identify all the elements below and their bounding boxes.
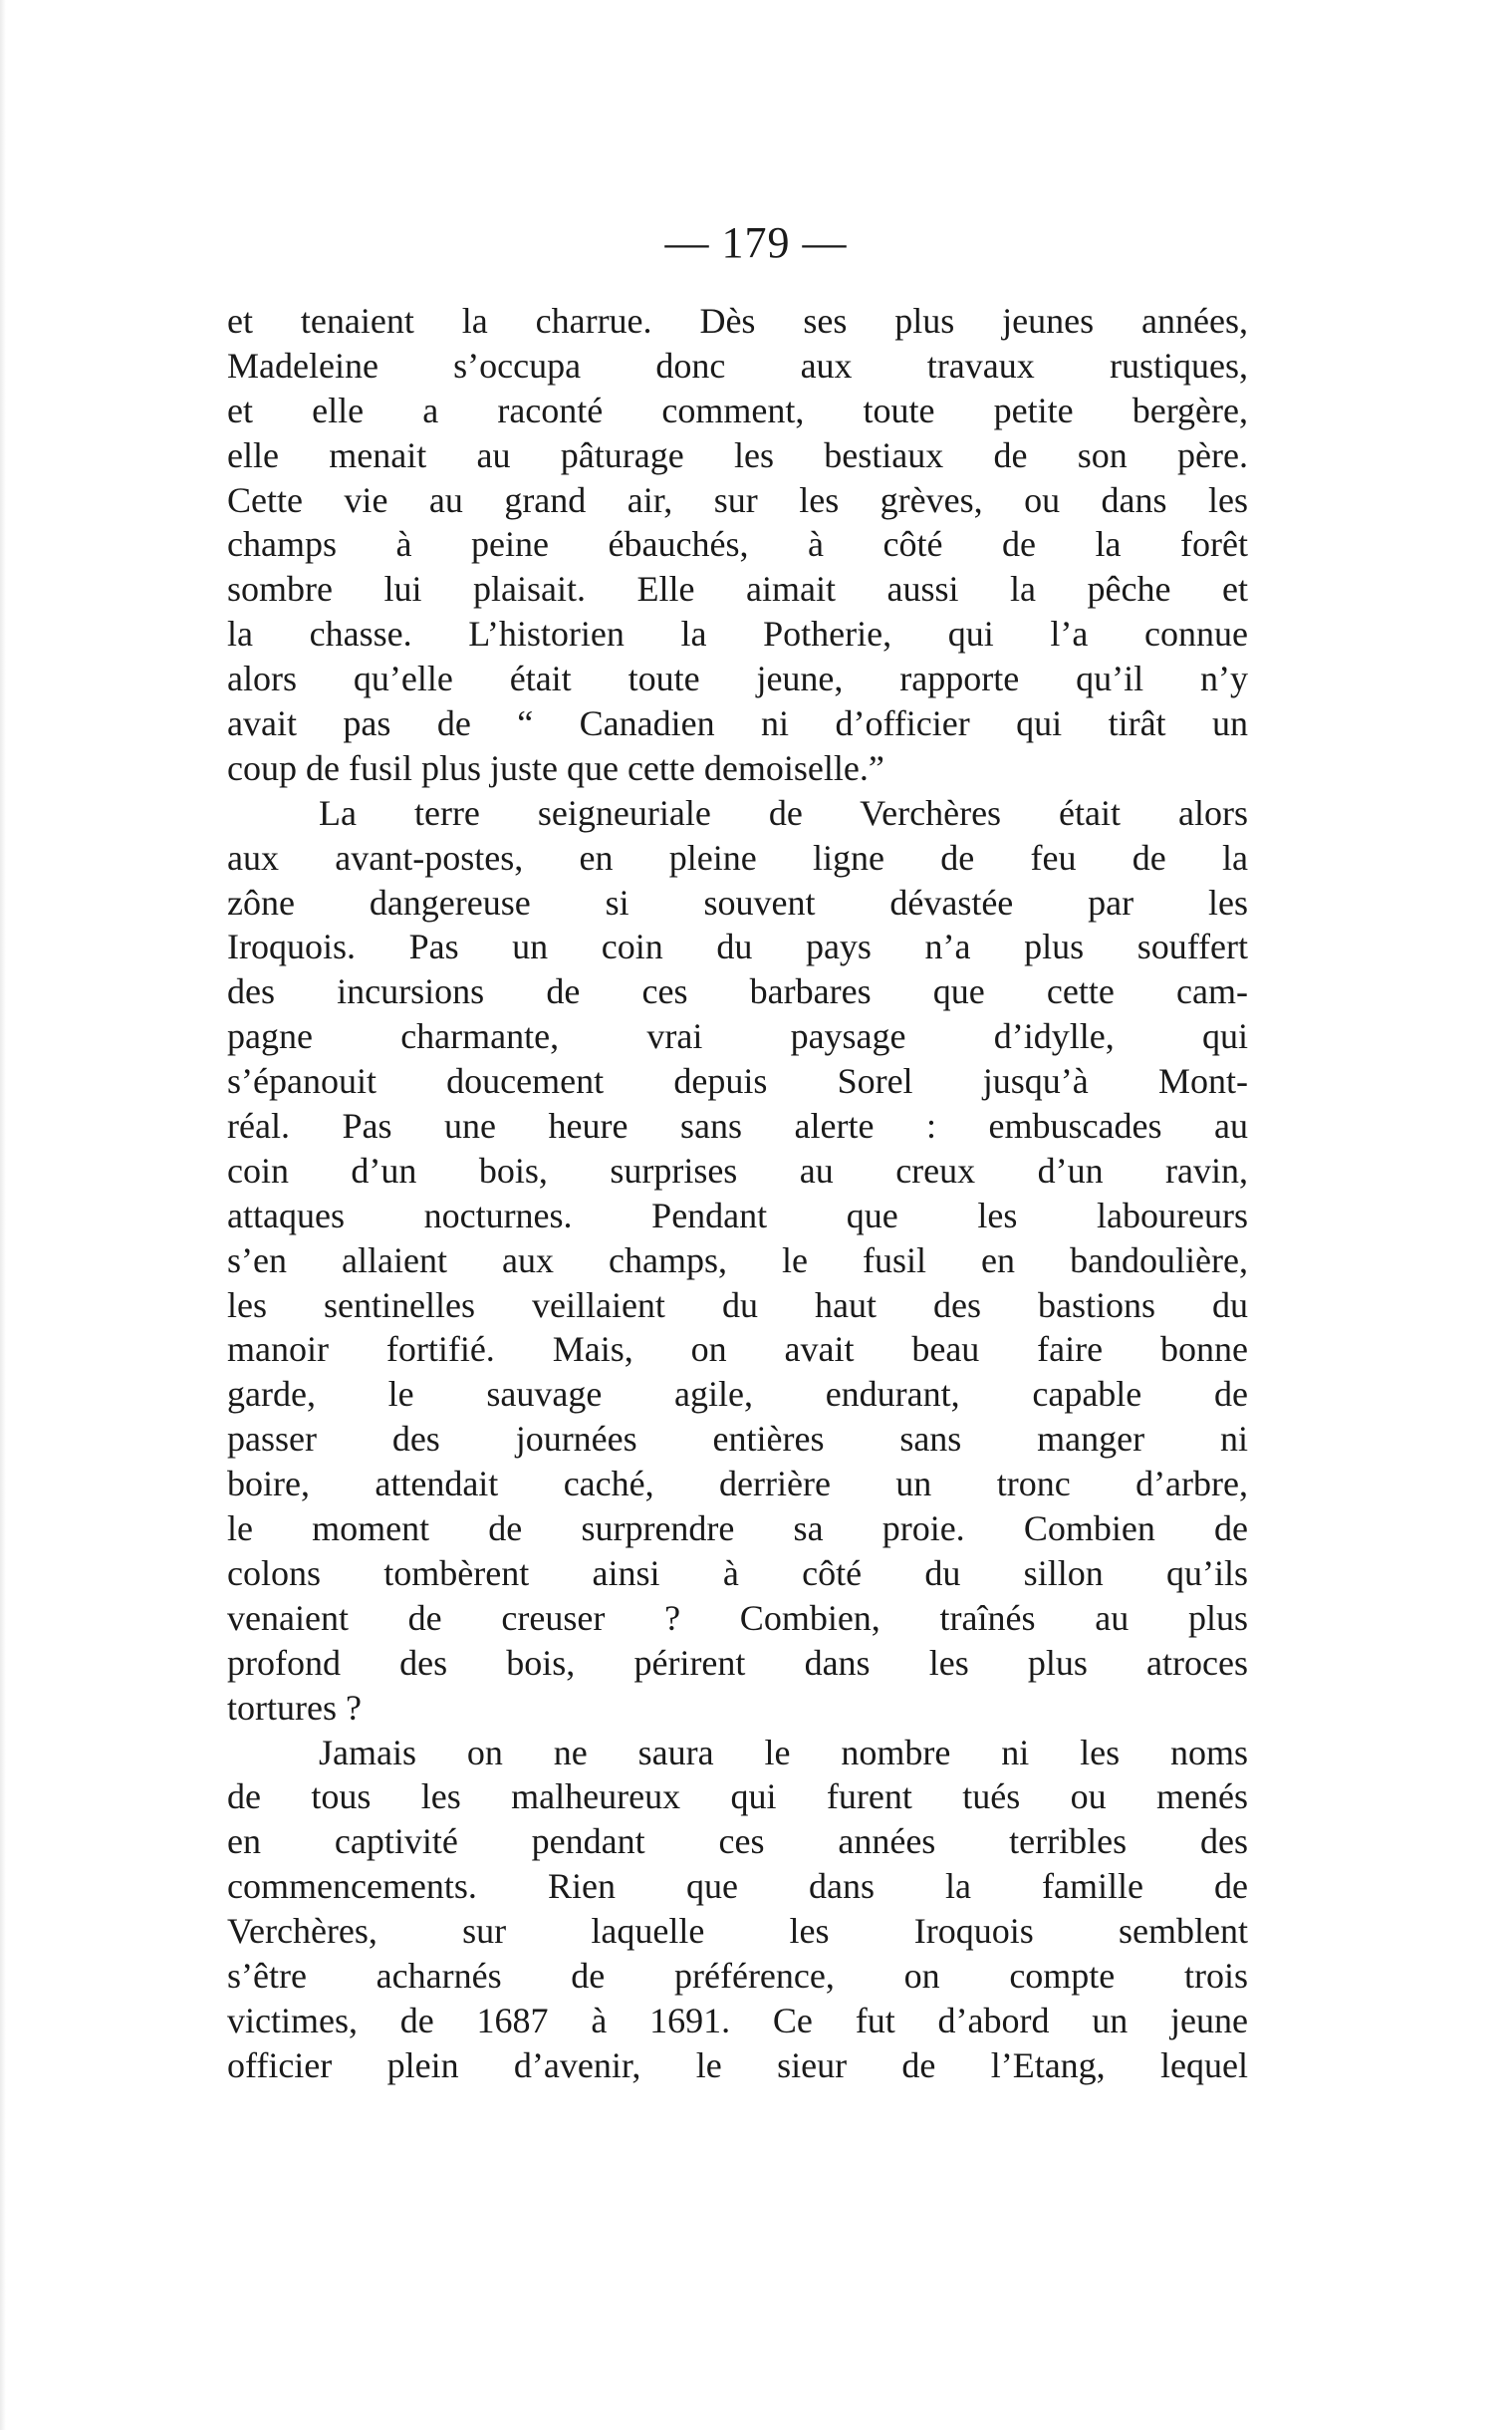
text-line: passer des journées entières sans manger ni xyxy=(227,1419,1248,1460)
text-line: Cette vie au grand air, sur les grèves, ou dans les xyxy=(227,479,1248,520)
text-line: alors qu’elle était toute jeune, rapporte qu’il n’y xyxy=(227,659,1248,699)
text-line: Iroquois. Pas un coin du pays n’a plus souffert xyxy=(227,927,1248,967)
text-line: commencements. Rien que dans la famille de xyxy=(227,1866,1248,1907)
text-line: officier plein d’avenir, le sieur de l’Etang, lequel xyxy=(227,2044,1248,2085)
text-line: sombre lui plaisait. Elle aimait aussi la pêche et xyxy=(227,569,1248,610)
text-line: Verchères, sur laquelle les Iroquois semblent xyxy=(227,1911,1248,1952)
text-line: tortures ? xyxy=(227,1687,362,1728)
text-line: le moment de surprendre sa proie. Combien de xyxy=(227,1508,1248,1549)
text-line: La terre seigneuriale de Verchères était alors xyxy=(319,792,1248,833)
text-line: manoir fortifié. Mais, on avait beau faire bonne xyxy=(227,1329,1248,1370)
page-edge-shadow xyxy=(0,0,6,2430)
text-line: avait pas de “ Canadien ni d’officier qui tirât un xyxy=(227,703,1248,744)
text-line: des incursions de ces barbares que cette cam- xyxy=(227,971,1248,1012)
text-line: Madeleine s’occupa donc aux travaux rustiques, xyxy=(227,345,1248,386)
text-line: de tous les malheureux qui furent tués ou menés xyxy=(227,1776,1248,1817)
text-line: victimes, de 1687 à 1691. Ce fut d’abord un jeune xyxy=(227,2000,1248,2040)
text-line: colons tombèrent ainsi à côté du sillon qu’ils xyxy=(227,1552,1248,1593)
text-line: et elle a raconté comment, toute petite bergère, xyxy=(227,390,1248,430)
text-line: champs à peine ébauchés, à côté de la forêt xyxy=(227,524,1248,565)
text-line: garde, le sauvage agile, endurant, capable de xyxy=(227,1374,1248,1415)
text-line: réal. Pas une heure sans alerte : embuscades au xyxy=(227,1106,1248,1147)
text-line: en captivité pendant ces années terribles des xyxy=(227,1821,1248,1862)
text-line: s’être acharnés de préférence, on compte trois xyxy=(227,1955,1248,1996)
text-line: pagne charmante, vrai paysage d’idylle, qui xyxy=(227,1016,1248,1057)
text-line: attaques nocturnes. Pendant que les laboureurs xyxy=(227,1195,1248,1235)
text-line: coup de fusil plus juste que cette demoiselle.” xyxy=(227,747,884,788)
text-line: venaient de creuser ? Combien, traînés au plus xyxy=(227,1597,1248,1638)
text-line: elle menait au pâturage les bestiaux de son père. xyxy=(227,434,1248,475)
text-line: boire, attendait caché, derrière un tronc d’arbre, xyxy=(227,1464,1248,1504)
text-line: s’épanouit doucement depuis Sorel jusqu’à Mont- xyxy=(227,1061,1248,1102)
text-line: Jamais on ne saura le nombre ni les noms xyxy=(319,1732,1248,1772)
text-line: et tenaient la charrue. Dès ses plus jeunes années, xyxy=(227,301,1248,341)
text-line: profond des bois, périrent dans les plus atroces xyxy=(227,1642,1248,1683)
text-line: les sentinelles veillaient du haut des bastions du xyxy=(227,1284,1248,1325)
page-number: — 179 — xyxy=(664,218,848,267)
text-line: zône dangereuse si souvent dévastée par les xyxy=(227,882,1248,923)
text-line: aux avant-postes, en pleine ligne de feu de la xyxy=(227,837,1248,878)
body-text xyxy=(227,299,1248,2088)
text-line: coin d’un bois, surprises au creux d’un ravin, xyxy=(227,1150,1248,1191)
text-line: la chasse. L’historien la Potherie, qui l’a connue xyxy=(227,614,1248,655)
text-line: s’en allaient aux champs, le fusil en bandoulière, xyxy=(227,1239,1248,1280)
